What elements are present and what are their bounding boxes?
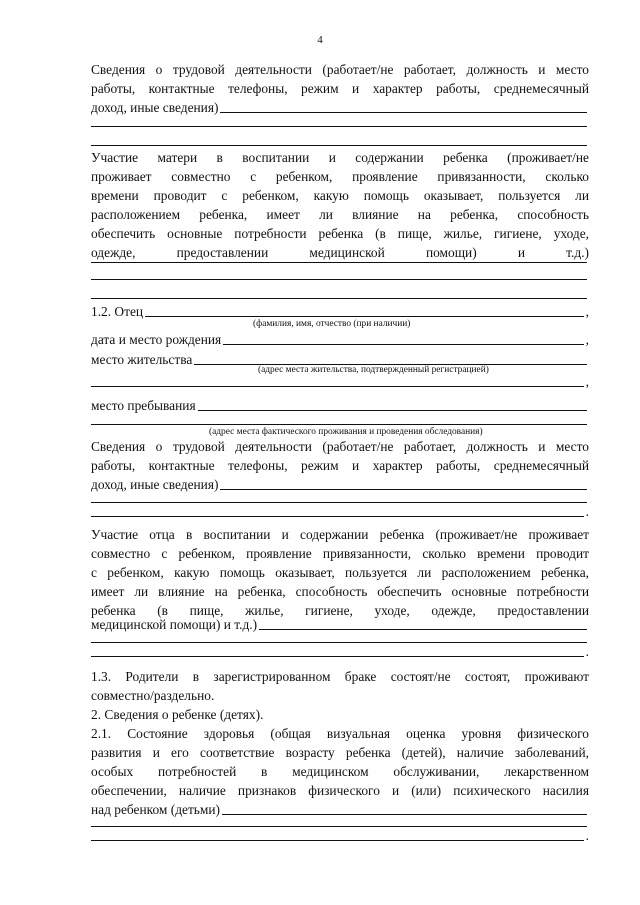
health-blank-line-2[interactable]	[91, 839, 584, 841]
mother-participation-blank-line-1[interactable]	[91, 262, 587, 263]
mother-participation-line-1: Участие матери в воспитании и содержании ребенка (проживает/не	[91, 150, 589, 165]
father-work-income-label: доход, иные сведения)	[91, 477, 219, 492]
father-participation-last-label: медицинской помощи) и т.д.)	[91, 617, 258, 632]
health-last-row	[91, 800, 589, 819]
health-line-3: особых потребностей в медицинском обслуживании, лекарственном	[91, 764, 589, 779]
father-residence-field-2[interactable]	[91, 385, 584, 387]
mother-participation-line-6: одежде, предоставлении медицинской помощи) и т.д.)	[91, 245, 589, 260]
father-name-row: 1.2. Отец ,	[91, 304, 589, 319]
father-participation-line-1: Участие отца в воспитании и содержании ребенка (проживает/не проживает	[91, 527, 589, 542]
mother-participation-line-5: обеспечить основные потребности ребенка (в пище, жилье, гигиене, уходе,	[91, 226, 589, 241]
mother-work-income-label: доход, иные сведения)	[91, 100, 219, 115]
father-work-line-1: Сведения о трудовой деятельности (работает/не работает, должность и место	[91, 439, 589, 454]
mother-work-line-1: Сведения о трудовой деятельности (работает/не работает, должность и место	[91, 62, 589, 77]
health-line-1: 2.1. Состояние здоровья (общая визуальная оценка уровня физического	[91, 726, 589, 741]
father-participation-line-3: с ребенком, какую помощь оказывает, пользуется ли расположением ребенка,	[91, 565, 589, 580]
father-stay-row	[91, 396, 589, 415]
mother-work-blank-line-2[interactable]	[91, 145, 587, 146]
health-field[interactable]	[222, 813, 587, 815]
health-line-2: развития и его соответствие возрасту ребенка (детей), наличие заболеваний,	[91, 745, 589, 760]
father-stay-blank-line[interactable]	[91, 424, 587, 425]
mother-participation-line-4: расположением ребенка, имеет ли влияние на ребенка, способность	[91, 207, 589, 222]
father-birth-row: дата и место рождения ,	[91, 332, 589, 347]
father-work-line-2: работы, контактные телефоны, режим и характер работы, среднемесячный	[91, 458, 589, 473]
health-blank-row-2: .	[91, 826, 589, 845]
mother-participation-paragraph	[91, 148, 589, 262]
father-stay-caption: (адрес места фактического проживания и проведения обследования)	[209, 427, 483, 437]
health-last-label: над ребенком (детьми)	[91, 802, 221, 817]
marriage-line-1: 1.3. Родители в зарегистрированном браке состоят/не состоят, проживают	[91, 669, 589, 684]
mother-work-income-row	[91, 98, 589, 117]
father-participation-line-5: ребенка (в пище, жилье, гигиене, уходе, одежде, предоставлении	[91, 603, 589, 618]
father-work-blank-row-2: .	[91, 502, 589, 521]
page-number: 4	[317, 34, 323, 46]
mother-participation-blank-line-2[interactable]	[91, 279, 587, 280]
father-participation-line-4: имеет ли влияние на ребенка, способность обеспечить основные потребности	[91, 584, 589, 599]
father-participation-last-row	[91, 615, 589, 634]
mother-work-blank-line-1[interactable]	[91, 126, 587, 127]
father-participation-line-2: совместно с ребенком, проявление привязанности, сколько времени проводит	[91, 546, 589, 561]
father-stay-field[interactable]	[198, 409, 587, 411]
health-paragraph	[91, 724, 589, 800]
father-birth-field[interactable]	[223, 343, 583, 345]
marriage-line-2: совместно/раздельно.	[91, 688, 215, 703]
mother-participation-line-2: проживает совместно с ребенком, проявление привязанности, сколько	[91, 169, 589, 184]
marriage-paragraph	[91, 667, 589, 705]
father-work-income-row	[91, 475, 589, 494]
father-participation-blank-row-2: .	[91, 642, 589, 661]
father-work-paragraph	[91, 437, 589, 475]
father-label: 1.2. Отец	[91, 304, 144, 319]
children-heading: 2. Сведения о ребенке (детях).	[91, 707, 264, 722]
father-birth-label: дата и место рождения	[91, 332, 222, 347]
father-name-field[interactable]	[145, 315, 584, 317]
father-participation-field[interactable]	[259, 628, 587, 630]
father-work-blank-line-2[interactable]	[91, 515, 584, 517]
father-stay-label: место пребывания	[91, 398, 196, 413]
father-residence-caption: (адрес места жительства, подтвержденный регистрацией)	[258, 365, 489, 375]
mother-participation-blank-line-3[interactable]	[91, 298, 587, 299]
mother-work-paragraph	[91, 60, 589, 98]
father-participation-paragraph	[91, 525, 589, 620]
health-line-4: обеспечении, наличие признаков физического и (или) психического насилия	[91, 783, 589, 798]
father-residence-row-2: ,	[91, 372, 589, 391]
mother-work-income-field[interactable]	[220, 111, 587, 113]
mother-participation-line-3: времени проводит с ребенком, какую помощь оказывает, пользуется ли	[91, 188, 589, 203]
father-name-caption: (фамилия, имя, отчество (при наличии)	[253, 319, 411, 329]
father-residence-label: место жительства	[91, 352, 193, 367]
father-participation-blank-line-2[interactable]	[91, 655, 584, 657]
mother-work-line-2: работы, контактные телефоны, режим и характер работы, среднемесячный	[91, 81, 589, 96]
father-work-income-field[interactable]	[220, 488, 587, 490]
